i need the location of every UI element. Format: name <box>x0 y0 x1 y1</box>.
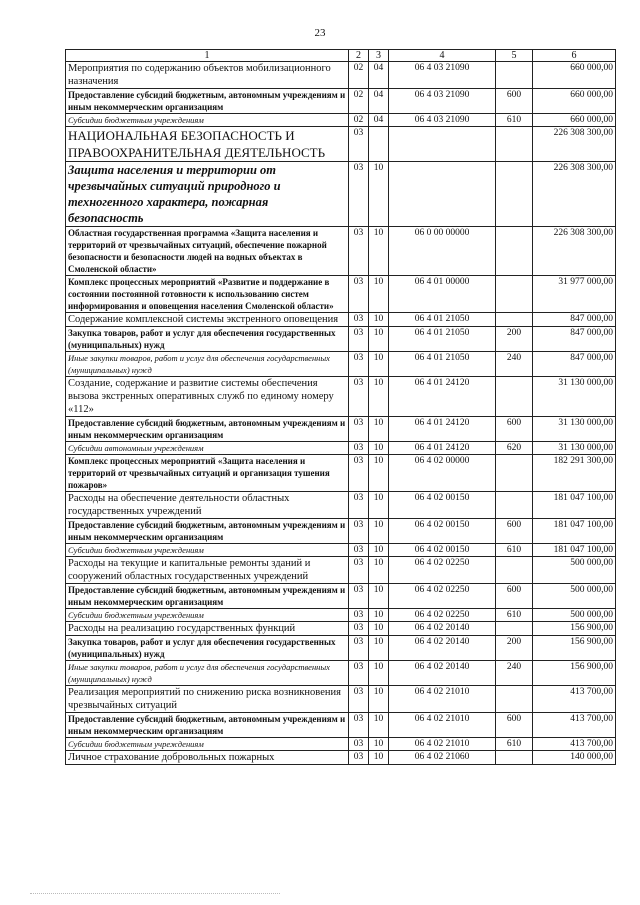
row-amount-cell: 156 900,00 <box>533 622 616 636</box>
table-row <box>66 609 616 622</box>
table-row <box>66 276 616 313</box>
scan-artifact-line <box>30 893 280 895</box>
row-target-code-cell: 06 4 02 20140 <box>389 622 496 636</box>
row-name-cell: Предоставление субсидий бюджетным, автономным учреждениям и иным некоммерческим организациям <box>66 713 349 738</box>
row-subsection-cell: 04 <box>369 114 389 127</box>
row-amount-cell: 140 000,00 <box>533 751 616 765</box>
row-amount-cell: 226 308 300,00 <box>533 127 616 162</box>
row-section-cell: 03 <box>349 738 369 751</box>
row-amount-cell: 500 000,00 <box>533 584 616 609</box>
row-amount-cell: 413 700,00 <box>533 713 616 738</box>
row-target-code-cell: 06 4 01 21050 <box>389 352 496 377</box>
row-expense-type-cell: 620 <box>496 442 533 455</box>
row-section-cell: 03 <box>349 713 369 738</box>
row-subsection-cell: 10 <box>369 313 389 327</box>
row-section-cell: 03 <box>349 544 369 557</box>
row-name-cell: Расходы на реализацию государственных функций <box>66 622 349 636</box>
row-section-cell: 03 <box>349 327 369 352</box>
row-expense-type-cell <box>496 686 533 713</box>
row-name-cell: Комплекс процессных мероприятий «Развитие и поддержание в состоянии постоянной готовности к использованию систем информирования и оповещения населения Смоленской области» <box>66 276 349 313</box>
header-col-target-code: 4 <box>389 50 496 62</box>
table-row <box>66 227 616 276</box>
row-section-cell: 03 <box>349 661 369 686</box>
row-amount-cell: 31 130 000,00 <box>533 417 616 442</box>
row-subsection-cell <box>369 127 389 162</box>
table-row <box>66 442 616 455</box>
row-subsection-cell: 10 <box>369 622 389 636</box>
row-expense-type-cell: 610 <box>496 114 533 127</box>
row-target-code-cell: 06 4 03 21090 <box>389 89 496 114</box>
row-expense-type-cell <box>496 276 533 313</box>
table-row <box>66 62 616 89</box>
table-header-row <box>66 50 616 62</box>
budget-table <box>65 49 616 765</box>
table-row <box>66 377 616 417</box>
row-subsection-cell: 10 <box>369 492 389 519</box>
row-expense-type-cell <box>496 492 533 519</box>
row-amount-cell: 181 047 100,00 <box>533 492 616 519</box>
row-amount-cell: 660 000,00 <box>533 89 616 114</box>
row-section-cell: 03 <box>349 557 369 584</box>
row-section-cell: 03 <box>349 455 369 492</box>
row-subsection-cell: 04 <box>369 89 389 114</box>
row-expense-type-cell: 600 <box>496 89 533 114</box>
row-name-cell: Субсидии автономным учреждениям <box>66 442 349 455</box>
row-name-cell: Закупка товаров, работ и услуг для обеспечения государственных (муниципальных) нужд <box>66 636 349 661</box>
table-row <box>66 313 616 327</box>
row-expense-type-cell: 200 <box>496 636 533 661</box>
row-amount-cell: 847 000,00 <box>533 313 616 327</box>
header-col-name: 1 <box>66 50 349 62</box>
row-name-cell: Предоставление субсидий бюджетным, автономным учреждениям и иным некоммерческим организациям <box>66 519 349 544</box>
row-subsection-cell: 10 <box>369 227 389 276</box>
row-expense-type-cell <box>496 162 533 227</box>
table-row <box>66 89 616 114</box>
row-target-code-cell: 06 4 01 24120 <box>389 442 496 455</box>
row-name-cell: Предоставление субсидий бюджетным, автономным учреждениям и иным некоммерческим организациям <box>66 584 349 609</box>
table-row <box>66 352 616 377</box>
row-expense-type-cell: 240 <box>496 352 533 377</box>
row-target-code-cell: 06 4 02 00150 <box>389 519 496 544</box>
row-amount-cell: 660 000,00 <box>533 62 616 89</box>
row-expense-type-cell <box>496 62 533 89</box>
row-subsection-cell: 10 <box>369 442 389 455</box>
row-subsection-cell: 10 <box>369 276 389 313</box>
row-expense-type-cell: 600 <box>496 519 533 544</box>
table-row <box>66 127 616 162</box>
row-amount-cell: 226 308 300,00 <box>533 162 616 227</box>
row-target-code-cell: 06 4 02 21010 <box>389 686 496 713</box>
row-expense-type-cell <box>496 557 533 584</box>
row-section-cell: 02 <box>349 62 369 89</box>
row-target-code-cell: 06 4 01 21050 <box>389 327 496 352</box>
row-name-cell: Областная государственная программа «Защита населения и территорий от чрезвычайных ситуаций, обеспечение пожарной безопасности и безопасности людей на водных объектах в Смоленской области» <box>66 227 349 276</box>
row-expense-type-cell: 600 <box>496 417 533 442</box>
table-row <box>66 114 616 127</box>
row-section-cell: 03 <box>349 751 369 765</box>
row-name-cell: Предоставление субсидий бюджетным, автономным учреждениям и иным некоммерческим организациям <box>66 417 349 442</box>
row-amount-cell: 847 000,00 <box>533 327 616 352</box>
row-section-cell: 03 <box>349 442 369 455</box>
row-subsection-cell: 10 <box>369 713 389 738</box>
row-subsection-cell: 10 <box>369 377 389 417</box>
row-name-cell: Личное страхование добровольных пожарных <box>66 751 349 765</box>
row-target-code-cell: 06 4 03 21090 <box>389 114 496 127</box>
header-col-amount: 6 <box>533 50 616 62</box>
row-section-cell: 03 <box>349 636 369 661</box>
row-amount-cell: 660 000,00 <box>533 114 616 127</box>
row-subsection-cell: 10 <box>369 352 389 377</box>
table-row <box>66 661 616 686</box>
header-col-subsection: 3 <box>369 50 389 62</box>
row-name-cell: Иные закупки товаров, работ и услуг для обеспечения государственных (муниципальных) нужд <box>66 352 349 377</box>
row-section-cell: 03 <box>349 609 369 622</box>
row-amount-cell: 31 130 000,00 <box>533 442 616 455</box>
row-expense-type-cell: 200 <box>496 327 533 352</box>
row-name-cell: Расходы на текущие и капитальные ремонты зданий и сооружений областных государственных учреждений <box>66 557 349 584</box>
row-name-cell: Субсидии бюджетным учреждениям <box>66 114 349 127</box>
row-subsection-cell: 10 <box>369 162 389 227</box>
table-row <box>66 417 616 442</box>
row-amount-cell: 413 700,00 <box>533 738 616 751</box>
row-subsection-cell: 10 <box>369 584 389 609</box>
row-name-cell: Иные закупки товаров, работ и услуг для обеспечения государственных (муниципальных) нужд <box>66 661 349 686</box>
row-name-cell: Создание, содержание и развитие системы обеспечения вызова экстренных оперативных служб по единому номеру «112» <box>66 377 349 417</box>
row-expense-type-cell <box>496 313 533 327</box>
row-amount-cell: 226 308 300,00 <box>533 227 616 276</box>
row-name-cell: Субсидии бюджетным учреждениям <box>66 609 349 622</box>
row-amount-cell: 500 000,00 <box>533 557 616 584</box>
row-expense-type-cell: 610 <box>496 544 533 557</box>
row-name-cell: Защита населения и территории от чрезвычайных ситуаций природного и техногенного характера, пожарная безопасность <box>66 162 349 227</box>
row-section-cell: 03 <box>349 127 369 162</box>
row-amount-cell: 847 000,00 <box>533 352 616 377</box>
row-subsection-cell: 10 <box>369 738 389 751</box>
row-target-code-cell: 06 4 02 20140 <box>389 636 496 661</box>
row-target-code-cell: 06 4 02 20140 <box>389 661 496 686</box>
row-subsection-cell: 04 <box>369 62 389 89</box>
page-number: 23 <box>314 27 326 39</box>
row-subsection-cell: 10 <box>369 686 389 713</box>
row-name-cell: НАЦИОНАЛЬНАЯ БЕЗОПАСНОСТЬ И ПРАВООХРАНИТЕЛЬНАЯ ДЕЯТЕЛЬНОСТЬ <box>66 127 349 162</box>
table-row <box>66 636 616 661</box>
row-target-code-cell: 06 4 01 00000 <box>389 276 496 313</box>
row-target-code-cell: 06 4 02 02250 <box>389 584 496 609</box>
row-name-cell: Расходы на обеспечение деятельности областных государственных учреждений <box>66 492 349 519</box>
row-expense-type-cell <box>496 227 533 276</box>
row-amount-cell: 31 977 000,00 <box>533 276 616 313</box>
row-subsection-cell: 10 <box>369 661 389 686</box>
row-subsection-cell: 10 <box>369 519 389 544</box>
row-section-cell: 03 <box>349 227 369 276</box>
row-subsection-cell: 10 <box>369 751 389 765</box>
row-section-cell: 03 <box>349 519 369 544</box>
row-name-cell: Реализация мероприятий по снижению риска возникновения чрезвычайных ситуаций <box>66 686 349 713</box>
row-target-code-cell: 06 4 01 21050 <box>389 313 496 327</box>
row-subsection-cell: 10 <box>369 609 389 622</box>
table-body <box>66 62 616 765</box>
row-section-cell: 03 <box>349 377 369 417</box>
row-target-code-cell: 06 4 02 21060 <box>389 751 496 765</box>
row-section-cell: 03 <box>349 584 369 609</box>
row-target-code-cell: 06 4 02 02250 <box>389 609 496 622</box>
row-name-cell: Комплекс процессных мероприятий «Защита населения и территорий от чрезвычайных ситуаций и организация тушения пожаров» <box>66 455 349 492</box>
row-target-code-cell: 06 4 02 02250 <box>389 557 496 584</box>
row-target-code-cell: 06 4 02 00150 <box>389 544 496 557</box>
row-target-code-cell: 06 4 03 21090 <box>389 62 496 89</box>
row-expense-type-cell <box>496 377 533 417</box>
row-amount-cell: 500 000,00 <box>533 609 616 622</box>
table-row <box>66 713 616 738</box>
table-row <box>66 519 616 544</box>
table-row <box>66 584 616 609</box>
row-expense-type-cell <box>496 455 533 492</box>
row-expense-type-cell <box>496 622 533 636</box>
table-row <box>66 751 616 765</box>
row-section-cell: 03 <box>349 162 369 227</box>
row-subsection-cell: 10 <box>369 417 389 442</box>
row-subsection-cell: 10 <box>369 544 389 557</box>
row-target-code-cell: 06 4 02 21010 <box>389 713 496 738</box>
table-row <box>66 327 616 352</box>
table-row <box>66 544 616 557</box>
row-target-code-cell: 06 4 02 00150 <box>389 492 496 519</box>
row-expense-type-cell <box>496 127 533 162</box>
row-name-cell: Предоставление субсидий бюджетным, автономным учреждениям и иным некоммерческим организациям <box>66 89 349 114</box>
table-row <box>66 686 616 713</box>
row-amount-cell: 181 047 100,00 <box>533 519 616 544</box>
row-subsection-cell: 10 <box>369 636 389 661</box>
row-amount-cell: 413 700,00 <box>533 686 616 713</box>
row-target-code-cell <box>389 162 496 227</box>
row-name-cell: Мероприятия по содержанию объектов мобилизационного назначения <box>66 62 349 89</box>
row-name-cell: Содержание комплексной системы экстренного оповещения <box>66 313 349 327</box>
row-subsection-cell: 10 <box>369 455 389 492</box>
row-subsection-cell: 10 <box>369 557 389 584</box>
row-name-cell: Субсидии бюджетным учреждениям <box>66 544 349 557</box>
row-expense-type-cell: 240 <box>496 661 533 686</box>
table-row <box>66 622 616 636</box>
row-amount-cell: 182 291 300,00 <box>533 455 616 492</box>
row-expense-type-cell <box>496 751 533 765</box>
row-section-cell: 02 <box>349 114 369 127</box>
row-subsection-cell: 10 <box>369 327 389 352</box>
row-section-cell: 03 <box>349 417 369 442</box>
header-col-expense-type: 5 <box>496 50 533 62</box>
row-name-cell: Закупка товаров, работ и услуг для обеспечения государственных (муниципальных) нужд <box>66 327 349 352</box>
row-name-cell: Субсидии бюджетным учреждениям <box>66 738 349 751</box>
row-target-code-cell: 06 4 01 24120 <box>389 417 496 442</box>
row-target-code-cell: 06 4 02 21010 <box>389 738 496 751</box>
table-row <box>66 738 616 751</box>
row-amount-cell: 156 900,00 <box>533 636 616 661</box>
row-section-cell: 03 <box>349 352 369 377</box>
row-expense-type-cell: 600 <box>496 584 533 609</box>
row-section-cell: 03 <box>349 276 369 313</box>
row-amount-cell: 156 900,00 <box>533 661 616 686</box>
table-row <box>66 492 616 519</box>
row-amount-cell: 31 130 000,00 <box>533 377 616 417</box>
row-target-code-cell <box>389 127 496 162</box>
row-section-cell: 02 <box>349 89 369 114</box>
table-row <box>66 557 616 584</box>
header-col-section: 2 <box>349 50 369 62</box>
row-section-cell: 03 <box>349 622 369 636</box>
row-section-cell: 03 <box>349 313 369 327</box>
table-row <box>66 162 616 227</box>
row-target-code-cell: 06 4 01 24120 <box>389 377 496 417</box>
row-target-code-cell: 06 4 02 00000 <box>389 455 496 492</box>
row-amount-cell: 181 047 100,00 <box>533 544 616 557</box>
row-expense-type-cell: 610 <box>496 738 533 751</box>
row-section-cell: 03 <box>349 686 369 713</box>
row-expense-type-cell: 610 <box>496 609 533 622</box>
row-section-cell: 03 <box>349 492 369 519</box>
row-expense-type-cell: 600 <box>496 713 533 738</box>
row-target-code-cell: 06 0 00 00000 <box>389 227 496 276</box>
table-row <box>66 455 616 492</box>
